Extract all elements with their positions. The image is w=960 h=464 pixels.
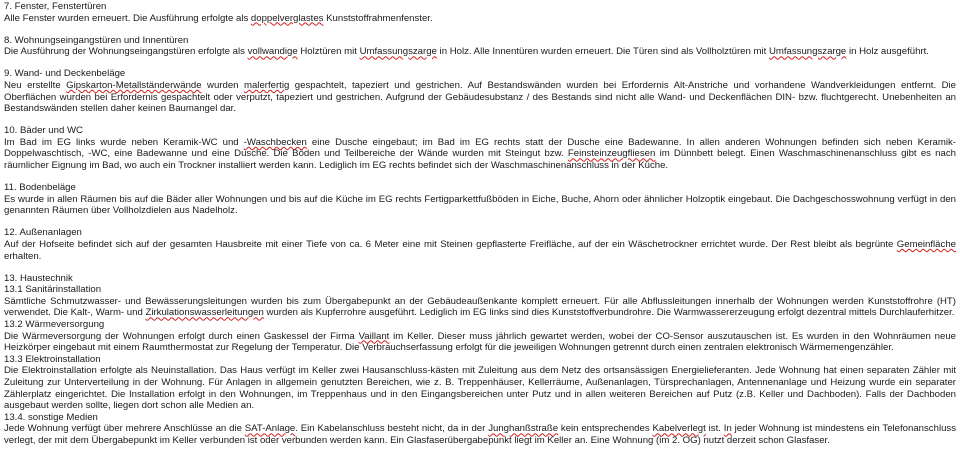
section-heading: 7. Fenster, Fenstertüren [4, 1, 107, 12]
section-heading: 11. Bodenbeläge [4, 182, 76, 194]
spellcheck-flagged-word: Zirkulationswasserleitungen [145, 307, 264, 319]
section-9-walls-ceilings [4, 68, 956, 114]
spellcheck-flagged-word: Junghanßstraße [488, 423, 559, 435]
text-run: Die Elektroinstallation erfolgte als Neuinstallation. Das Haus verfügt im Keller zwei Hausanschluss-kästen mit Zuleitung aus dem Netz des ortsansässigen Energielieferanten. Jede Wohnung hat einen separaten Zähler mit Zuleitung zur Unterverteilung in der Wohnung. Für Anlagen in allgemein genutzten Bereichen, wie z. B. Treppenhäuser, Kellerräume, Außenanlagen, Türsprechanlagen, Antennenanlage und Heizung wurde ein separater Zählerplatz eingerichtet. Die Installation erfolgt in den Wohnungen, im Treppenhaus und in den Eingangsbereichen unter Putz und in allen weiteren Bereichen auf Putz (z.B. Keller und Dachboden). Falls der Dachboden ausgebaut werden sollte, liegen dort schon alle Medien an. [4, 365, 956, 412]
spellcheck-flagged-word: Gemeinfläche [896, 239, 956, 250]
section-10-bathrooms [4, 125, 956, 171]
subsection-13-1-plumbing [4, 284, 956, 319]
section-paragraph [4, 80, 956, 115]
spellcheck-flagged-word: doppelverglastes [250, 12, 324, 24]
spellcheck-flagged-word: Feinsteinzeugfliesen [567, 148, 656, 160]
text-run: wurden [201, 79, 244, 91]
section-7-windows [4, 1, 956, 24]
text-run: gespachtelt, tapeziert und gestrichen. Auf Bestandswänden wurden bei Erfordernis Alt-Anstriche und vorhandene Wandverkleidungen entfernt. Die Oberflächen wurden bei Erfordernis gespachtelt oder verputzt, tapeziert und gestrichen. Aufgrund der Gebäudesubstanz / des Bestands sind nicht alle Wand- und Deckenflächen DIN- bzw. fluchtgerecht. Unebenheiten an Bestandswänden stellen daher keinen Baumangel dar. [4, 79, 956, 115]
text-run: Kunststoffrahmenfenster. [323, 12, 433, 24]
section-paragraph [4, 137, 956, 172]
text-run: kein entsprechendes [558, 423, 653, 435]
subsection-13-3-electrical [4, 354, 956, 412]
subsection-heading: 13.2 Wärmeversorgung [4, 319, 105, 331]
section-paragraph [4, 46, 956, 58]
text-run: Alle Fenster wurden erneuert. Die Ausführung erfolgte als [4, 12, 251, 24]
spellcheck-flagged-word: malerfertig [243, 79, 290, 91]
spellcheck-flagged-word: Kabelverlegt [652, 423, 706, 435]
section-heading: 9. Wand- und Deckenbeläge [4, 68, 126, 80]
text-run: Die Ausführung der Wohnungseingangstüren erfolgte als [4, 46, 248, 58]
text-run: erhalten. [4, 250, 42, 262]
section-paragraph [4, 13, 956, 25]
text-run: in Holz ausgeführt. [846, 46, 929, 58]
spellcheck-flagged-word: -Waschbecken [243, 136, 307, 148]
text-run: im Dünnbett belegt. Einen Waschmaschinenanschluss gibt es nach räumlicher Eignung im Bad, wo auch ein Trockner installiert werden kann. Lediglich im EG rechts befindet sich der Waschmaschinenanschluss in der Küche. [4, 148, 956, 172]
text-run: im Keller. Dieser muss jährlich gewartet werden, wobei der CO-Sensor auszutauschen ist. Es wurden in den Wohnräumen neue Heizkörper eingebaut mit einem Raumthermostat zur Regelung der Temperatur. Die Verbrauchserfassung erfolgt für die jeweiligen Wohnungen getrennt durch einen zentralen elektronisch Wärmemengenzähler. [4, 330, 956, 354]
section-heading: 12. Außenanlagen [4, 227, 82, 239]
spellcheck-flagged-word: vollwandige [247, 46, 298, 58]
text-run: wurden als Kupferrohre ausgeführt. Lediglich im EG links sind dies Kunststoffverbundrohre. Die Warmwassererzeugung erfolgt dezentral mittels Durchlauferhitzer. [263, 307, 955, 319]
text-run: ist. [705, 423, 724, 435]
section-11-flooring [4, 182, 956, 217]
subsection-paragraph [4, 331, 956, 354]
text-run: Auf der Hofseite befindet sich auf der gesamten Hausbreite mit einer Tiefe von ca. 6 Meter eine mit Steinen gepflasterte Freifläche, auf der ein Wäschetrockner errichtet wurde. Der Rest bleibt als begrünte [4, 239, 897, 250]
spellcheck-flagged-word: Umfassungszarge [768, 46, 847, 58]
subsection-paragraph [4, 423, 956, 446]
text-run: Im Bad im EG links wurde neben Keramik-WC und [4, 136, 244, 148]
text-run: Holztüren mit [297, 46, 360, 58]
text-run: Es wurde in allen Räumen bis auf die Bäder aller Wohnungen und bis auf die Küche im EG rechts Fertigparkettfußböden in Eiche, Buche, Ahorn oder ähnlicher Holzoptik eingebaut. Die Dachgeschosswohnung verfügt in den genannten Räumen über Vollholzdielen aus Nadelholz. [4, 193, 956, 217]
section-heading: 10. Bäder und WC [4, 125, 83, 137]
text-run: in Holz. Alle Innentüren wurden erneuert. Die Türen sind als Vollholztüren mit [436, 46, 769, 58]
spellcheck-flagged-word: In [723, 423, 732, 435]
subsection-13-2-heating [4, 319, 956, 354]
subsection-paragraph [4, 365, 956, 411]
section-heading: 13. Haustechnik [4, 272, 73, 284]
section-12-outdoor [4, 227, 956, 262]
spellcheck-flagged-word: Vaillant [358, 330, 390, 342]
spellcheck-flagged-word: SAT-Anlage [244, 423, 296, 435]
subsection-paragraph [4, 296, 956, 319]
text-run: Jede Wohnung verfügt über mehrere Anschlüsse an die [4, 423, 245, 435]
text-run: eine Dusche eingebaut; im Bad im EG rechts statt der Dusche eine Badewanne. In allen anderen Wohnungen befinden sich neben Keramik-Doppelwaschtisch, -WC, eine Badewanne und eine Dusche. Die Böden und Teilbereiche der Wände wurden mit Steingut bzw. [4, 136, 957, 160]
subsection-heading: 13.4. sonstige Medien [4, 411, 98, 423]
section-heading: 8. Wohnungseingangstüren und Innentüren [4, 34, 189, 46]
text-run: jeder Wohnung ist mindestens ein Telefonanschluss verlegt, der mit dem Übergabepunkt im Keller verbunden ist oder verbunden werden kann. Ein Glasfaserübergabepunkt liegt im Keller an. Eine Wohnung (im 2. OG) nutzt derzeit schon Glasfaser. [4, 423, 957, 446]
spellcheck-flagged-word: Gipskarton-Metallständerwände [66, 79, 202, 91]
subsection-13-4-other-media [4, 412, 956, 447]
text-run: Die Wärmeversorgung der Wohnungen erfolgt durch einen Gaskessel der Firma [4, 330, 359, 342]
subsection-heading: 13.3 Elektroinstallation [4, 353, 101, 365]
text-run: . Ein Kabelanschluss besteht nicht, da in der [295, 423, 489, 435]
section-13-building-services [4, 273, 956, 447]
section-paragraph [4, 194, 956, 217]
text-run: Sämtliche Schmutzwasser- und Bewässerungsleitungen wurden bis zum Übergabepunkt an der Gebäudeaußenkante komplett erneuert. Für alle Abflussleitungen innerhalb der Wohnungen werden Kunststoffrohre (HT) verwendet. Die Kalt-, Warm- und [4, 295, 956, 319]
subsection-heading: 13.1 Sanitärinstallation [4, 284, 102, 296]
section-8-doors [4, 35, 956, 58]
section-paragraph [4, 239, 956, 262]
spellcheck-flagged-word: Umfassungszarge [359, 46, 437, 58]
text-run: Neu erstellte [4, 79, 67, 91]
